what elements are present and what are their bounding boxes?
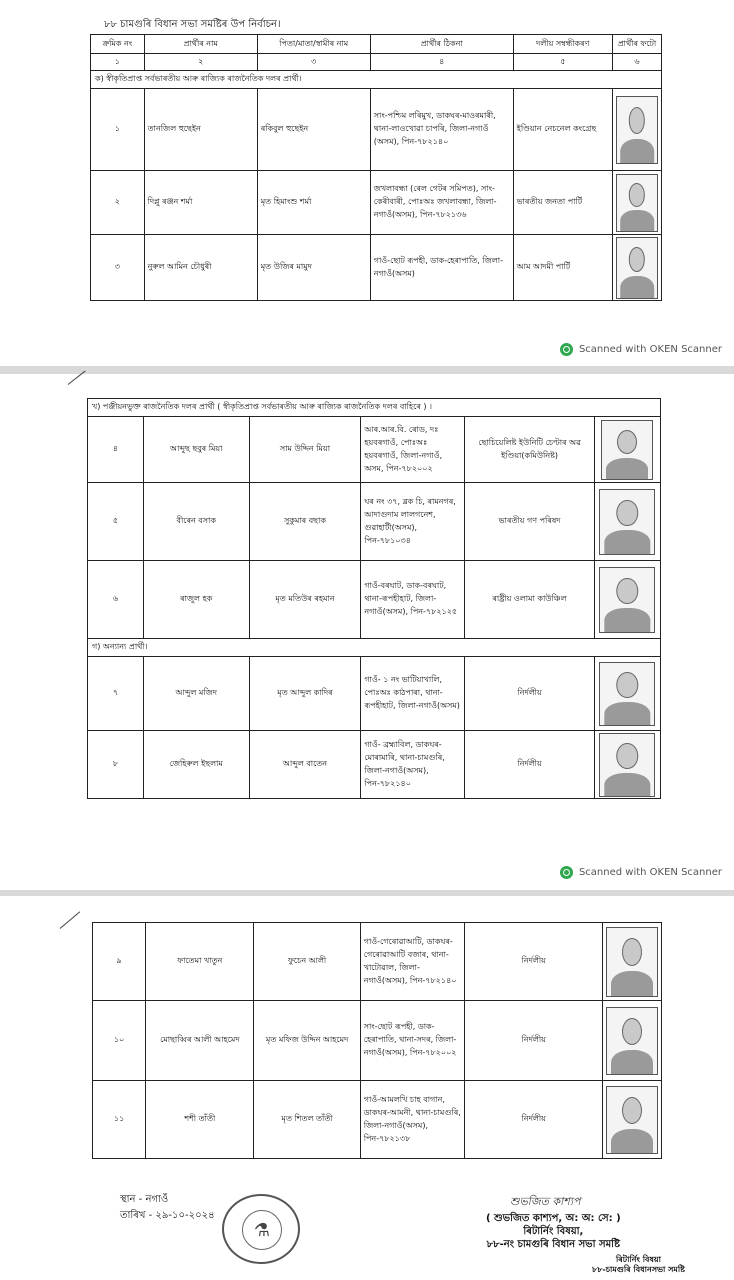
candidate-name: নুৰুল আমিন চৌধুৰী bbox=[144, 235, 257, 301]
candidate-guardian: সুকুমাৰ বছাক bbox=[249, 483, 361, 561]
stamp-line-1: ৰিটাৰ্নিং বিষয়া bbox=[616, 1255, 661, 1264]
candidate-address: জখলাবন্ধা (ৰেল গেটৰ সমিপত), সাং-কেৰীবাৰী, পোঃঅঃ জখলাবন্ধা, জিলা-নগাওঁ(অসম), পিন-৭৮২১৩৬ bbox=[370, 171, 513, 235]
header-party: দলীয় সম্বন্ধীকৰণ bbox=[513, 35, 612, 54]
scanner-logo-icon bbox=[560, 343, 573, 356]
candidate-serial: ৭ bbox=[88, 657, 144, 731]
candidate-guardian: মৃত মফিজ উদ্দিন আহমেদ bbox=[254, 1001, 360, 1081]
candidate-address: গাওঁ-বৰঘাট, ডাক-বৰঘাট, থানা-ৰূপহীহাট, জিলা-নগাওঁ(অসম), পিন-৭৮২১২৫ bbox=[361, 561, 465, 639]
candidate-guardian: মৃত উজিৰ মামুদ bbox=[257, 235, 370, 301]
candidate-photo-cell bbox=[594, 731, 660, 799]
header-number: ৬ bbox=[612, 54, 661, 71]
scanner-watermark bbox=[560, 343, 722, 356]
officer-signature: শুভজিত কাশ্যপ bbox=[510, 1195, 581, 1208]
table-row bbox=[88, 731, 661, 799]
header-name: প্ৰাৰ্থীৰ নাম bbox=[144, 35, 257, 54]
candidate-guardian: ৰকিবুল হুছেইন bbox=[257, 89, 370, 171]
candidate-name: দিপ্লু ৰঞ্জন শৰ্মা bbox=[144, 171, 257, 235]
candidate-name: আব্দুল মজিদ bbox=[143, 657, 249, 731]
candidate-serial: ২ bbox=[91, 171, 145, 235]
table-row bbox=[88, 483, 661, 561]
officer-name: ( শুভজিত কাশ্যপ, অ: অ: সে: ) bbox=[486, 1213, 621, 1224]
place-text: স্থান - নগাওঁ bbox=[120, 1194, 169, 1205]
candidate-party: নিৰ্দলীয় bbox=[465, 1081, 602, 1159]
scan-page-3 bbox=[0, 896, 734, 1280]
candidate-party: আম আদমী পাৰ্টি bbox=[513, 235, 612, 301]
officer-constituency: ৮৮-নং চামগুৰি বিধান সভা সমষ্টি bbox=[486, 1239, 621, 1250]
table-row bbox=[88, 417, 661, 483]
candidate-serial: ১১ bbox=[93, 1081, 146, 1159]
candidate-serial: ৮ bbox=[88, 731, 144, 799]
officer-title: ৰিটাৰ্নিং বিষয়া, bbox=[523, 1226, 584, 1237]
candidate-party: ছোচিয়েলিষ্ট ইউনিটি চেণ্টাৰ অৱ ইণ্ডিয়া(কমিউনিষ্ট) bbox=[465, 417, 595, 483]
candidate-photo bbox=[616, 96, 658, 164]
candidate-guardian: মৃত হিমাংশু শৰ্মা bbox=[257, 171, 370, 235]
table-row bbox=[91, 171, 662, 235]
table-row bbox=[93, 923, 662, 1001]
candidate-party: ভাৰতীয় গণ পৰিষদ bbox=[465, 483, 595, 561]
candidate-party: ভাৰতীয় জনতা পাৰ্টি bbox=[513, 171, 612, 235]
candidate-address: আৰ.আৰ.বি. ৰোড, দঃ হয়বৰগাওঁ, পোঃঅঃ হয়বৰগাওঁ, জিলা-নগাওঁ, অসম, পিন-৭৮২০০২ bbox=[361, 417, 465, 483]
candidate-party: ৰাষ্ট্ৰীয় ওলামা কাউঞ্চিল bbox=[465, 561, 595, 639]
table-row bbox=[91, 89, 662, 171]
candidate-photo bbox=[599, 733, 655, 797]
candidate-serial: ৯ bbox=[93, 923, 146, 1001]
candidate-address: গাওঁ-আমলখি চাহ বাগান, ডাকঘৰ-আমনী, থানা-চামগুৰি, জিলা-নগাওঁ(অসম), পিন-৭৮২১৩৮ bbox=[360, 1081, 465, 1159]
candidate-address: গাওঁ-গেৰোৱাআটি, ডাকঘৰ-গেৰোৱাআটি বজাৰ, থানা-খাটোৱাল, জিলা-নগাওঁ(অসম), পিন-৭৮২১৪০ bbox=[360, 923, 465, 1001]
officer-stamp bbox=[592, 1255, 685, 1275]
candidate-guardian: মৃত আব্দুল কাদিৰ bbox=[249, 657, 361, 731]
candidate-address: সাং-পশ্চিম লৰিমুখ, ডাকঘৰ-মাওৰমাৰী, থানা-লাওখোৱা চাপৰি, জিলা-নগাওঁ (অসম), পিন-৭৮২১৪০ bbox=[370, 89, 513, 171]
candidate-name: জেহিৰুল ইছলাম bbox=[143, 731, 249, 799]
section-b-heading: খ) পঞ্জীয়নভুক্ত ৰাজনৈতিক দলৰ প্ৰাৰ্থী ( স্বীকৃতিপ্ৰাপ্ত সৰ্বভাৰতীয় আৰু ৰাজ্যিক ৰাজনৈতিক দলৰ বাহিৰে ) । bbox=[88, 399, 661, 417]
candidate-party: নিৰ্দলীয় bbox=[465, 657, 595, 731]
candidate-serial: ১০ bbox=[93, 1001, 146, 1081]
header-number: ১ bbox=[91, 54, 145, 71]
candidate-guardian: মৃত মতিউৰ ৰহমান bbox=[249, 561, 361, 639]
scanner-watermark bbox=[560, 866, 722, 879]
candidate-name: মোছাব্বিৰ আলী আহমেদ bbox=[146, 1001, 254, 1081]
candidate-photo-cell bbox=[612, 171, 661, 235]
candidate-photo-cell bbox=[594, 483, 660, 561]
candidate-photo-cell bbox=[594, 417, 660, 483]
emblem-icon: ⚗ bbox=[242, 1210, 282, 1250]
place-date-block bbox=[120, 1192, 215, 1224]
candidate-photo bbox=[606, 927, 658, 997]
candidate-address: গাওঁ- ব্ৰহ্মাবিল, ডাকঘৰ-মোৰামাৰি, থানা-চামগুৰি, জিলা-নগাওঁ(অসম), পিন-৭৮২১৪০ bbox=[361, 731, 465, 799]
section-c-heading: গ) অন্যান্য প্ৰাৰ্থী। bbox=[88, 639, 661, 657]
candidates-table-part-3 bbox=[92, 922, 662, 1159]
candidate-photo bbox=[616, 174, 658, 232]
official-seal bbox=[222, 1194, 300, 1264]
candidates-table-part-1 bbox=[90, 34, 662, 301]
header-address: প্ৰাৰ্থীৰ ঠিকনা bbox=[370, 35, 513, 54]
candidate-photo bbox=[599, 662, 655, 726]
header-guardian: পিতা/মাতা/স্বামীৰ নাম bbox=[257, 35, 370, 54]
candidate-photo bbox=[606, 1086, 658, 1154]
scanner-watermark-text: Scanned with OKEN Scanner bbox=[578, 344, 722, 355]
header-serial: ক্ৰমিক নং bbox=[91, 35, 145, 54]
candidate-photo bbox=[616, 237, 658, 299]
candidate-photo bbox=[601, 420, 653, 480]
candidate-name: তানজিল হুছেইন bbox=[144, 89, 257, 171]
candidate-guardian: মৃত শিতল তাঁতী bbox=[254, 1081, 360, 1159]
candidate-serial: ৫ bbox=[88, 483, 144, 561]
candidate-photo-cell bbox=[612, 89, 661, 171]
scanner-watermark-text: Scanned with OKEN Scanner bbox=[578, 867, 722, 878]
candidate-photo-cell bbox=[594, 657, 660, 731]
candidate-guardian: আব্দুল বাতেন bbox=[249, 731, 361, 799]
candidate-serial: ১ bbox=[91, 89, 145, 171]
section-a-heading: ক) স্বীকৃতিপ্ৰাপ্ত সৰ্বভাৰতীয় আৰু ৰাজ্যিক ৰাজনৈতিক দলৰ প্ৰাৰ্থী। bbox=[91, 71, 662, 89]
scan-page-1 bbox=[0, 0, 734, 366]
candidate-name: ফাতেমা খাতুন bbox=[146, 923, 254, 1001]
candidate-guardian: সাম উদ্দিন মিয়া bbox=[249, 417, 361, 483]
header-number: ২ bbox=[144, 54, 257, 71]
candidate-photo-cell bbox=[612, 235, 661, 301]
candidate-name: আব্দুছ ছবুৰ মিয়া bbox=[143, 417, 249, 483]
candidate-party: ইণ্ডিয়ান নেচনেল কংগ্ৰেছ bbox=[513, 89, 612, 171]
table-row bbox=[93, 1081, 662, 1159]
candidate-address: ঘৰ নং ৩৭, ব্লক চি, ৰামনগৰ, আদাগুদাম লালগনেশ, গুৱাহাটী(অসম), পিন-৭৮১০৩৪ bbox=[361, 483, 465, 561]
candidate-photo bbox=[599, 489, 655, 555]
candidate-photo-cell bbox=[602, 1081, 661, 1159]
header-photo: প্ৰাৰ্থীৰ ফটো bbox=[612, 35, 661, 54]
candidate-party: নিৰ্দলীয় bbox=[465, 731, 595, 799]
candidate-guardian: ফুচেন আলী bbox=[254, 923, 360, 1001]
candidate-photo bbox=[606, 1007, 658, 1075]
document-title: ৮৮ চামগুৰি বিধান সভা সমষ্টিৰ উপ নিৰ্বাচন। bbox=[104, 19, 281, 30]
candidate-name: বীৰেন বসাক bbox=[143, 483, 249, 561]
header-number: ৪ bbox=[370, 54, 513, 71]
candidate-serial: ৬ bbox=[88, 561, 144, 639]
candidate-name: শশী তাঁতী bbox=[146, 1081, 254, 1159]
candidate-party: নিৰ্দলীয় bbox=[465, 923, 602, 1001]
candidate-serial: ৪ bbox=[88, 417, 144, 483]
candidate-photo-cell bbox=[602, 923, 661, 1001]
table-row bbox=[93, 1001, 662, 1081]
candidate-address: সাং-ছোট ৰূপহী, ডাক-হেৰাপাতি, থানা-সদৰ, জিলা-নগাওঁ(অসম), পিন-৭৮২০০২ bbox=[360, 1001, 465, 1081]
candidate-name: ৰাজুল হক bbox=[143, 561, 249, 639]
officer-block bbox=[486, 1212, 621, 1251]
candidate-serial: ৩ bbox=[91, 235, 145, 301]
candidate-address: গাওঁ- ১ নং ভাটিয়াখালি, পোঃঅঃ কাঠপাৰা, থানা-ৰূপহীহাট, জিলা-নগাওঁ(অসম) bbox=[361, 657, 465, 731]
candidates-table-part-2 bbox=[87, 398, 661, 799]
header-number: ৫ bbox=[513, 54, 612, 71]
scanner-logo-icon bbox=[560, 866, 573, 879]
table-row bbox=[91, 235, 662, 301]
stamp-line-2: ৮৮-চামগুৰি বিধানসভা সমষ্টি bbox=[592, 1265, 685, 1274]
candidate-address: গাওঁ-ছোট ৰূপহী, ডাক-হেৰাপাতি, জিলা-নগাওঁ(অসম) bbox=[370, 235, 513, 301]
candidate-party: নিৰ্দলীয় bbox=[465, 1001, 602, 1081]
pen-mark bbox=[60, 911, 81, 928]
candidate-photo-cell bbox=[602, 1001, 661, 1081]
header-number: ৩ bbox=[257, 54, 370, 71]
candidate-photo bbox=[599, 567, 655, 633]
scan-page-2 bbox=[0, 374, 734, 890]
pen-mark bbox=[68, 371, 86, 385]
table-row bbox=[88, 561, 661, 639]
candidate-photo-cell bbox=[594, 561, 660, 639]
table-row bbox=[88, 657, 661, 731]
date-text: তাৰিখ - ২৯-১০-২০২৪ bbox=[120, 1210, 215, 1221]
